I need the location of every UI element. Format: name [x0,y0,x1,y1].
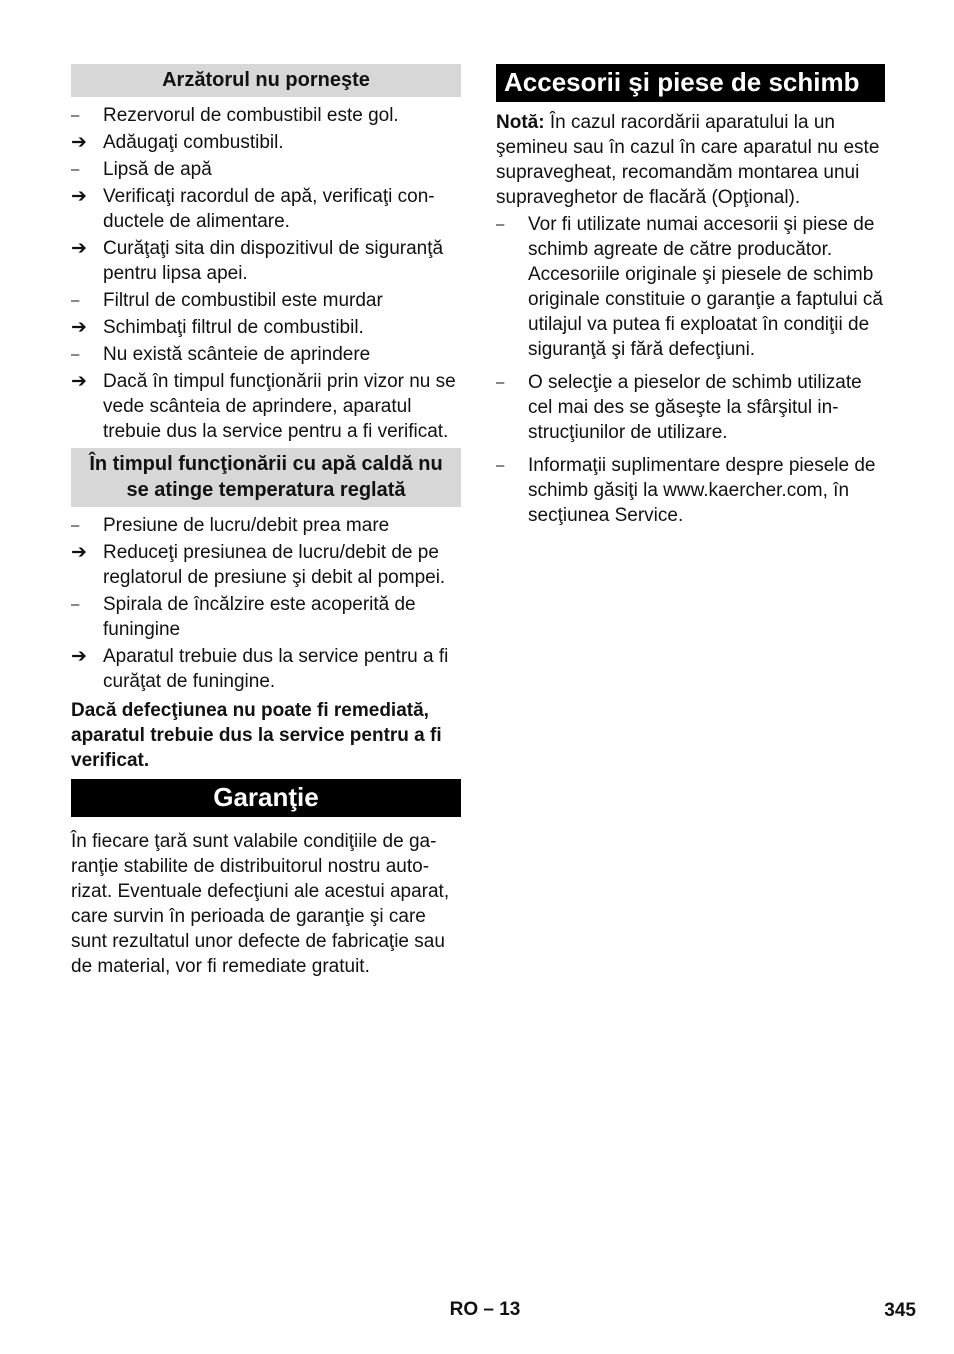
note-label: Notă: [496,112,545,133]
list-item-text: Aparatul trebuie dus la service pentru a fi curăţat de funingine. [103,646,449,692]
list-item-text: Schimbaţi filtrul de combustibil. [103,317,364,338]
dash-marker: – [71,517,80,534]
list-item-text: Lipsă de apă [103,159,212,180]
arrow-icon: ➔ [71,186,87,207]
arrow-icon: ➔ [71,317,87,338]
list-item [71,315,461,340]
list-item [496,370,885,445]
accessories-heading: Accesorii şi piese de schimb [496,64,885,102]
burner-troubleshooting-list [71,103,461,444]
dash-marker: – [496,457,505,474]
dash-marker: – [496,374,505,391]
dash-marker: – [496,216,505,233]
list-item [71,103,461,128]
temperature-troubleshooting-list [71,513,461,694]
arrow-icon: ➔ [71,132,87,153]
list-item [71,184,461,234]
list-item [71,288,461,313]
dash-marker: – [71,107,80,124]
list-item-text: Presiune de lucru/debit prea mare [103,515,390,536]
warranty-text: În fiecare ţară sunt valabile condiţiile de garanţie stabilite de distribuitorul nostru autorizat. Eventuale defecţiuni ale acestui aparat, care survin în perioada de garanţie şi care sunt rezultatul unor defecte de fabricaţie sau de material, vor fi remediate gratuit. [71,831,450,977]
list-item-text: Verificaţi racordul de apă, verificaţi conductele de alimentare. [103,186,435,232]
list-item [71,592,461,642]
list-item [496,212,885,362]
footer-page-number: 345 [884,1300,916,1321]
left-column [71,64,461,979]
list-item [71,342,461,367]
list-item-text: Reduceţi presiunea de lucru/debit de pe reglatorul de presiune şi debit al pompei. [103,542,446,588]
note-paragraph [496,110,885,210]
list-item [71,369,461,444]
list-item-text: Adăugaţi combustibil. [103,132,284,153]
list-item-text: Informaţii suplimentare despre piesele de schimb găsiţi la www.kaercher.com, în secţiunea Service. [528,455,876,526]
list-item-text: Vor fi utilizate numai accesorii şi piese de schimb agreate de către producător. Accesoriile originale şi piesele de schimb originale constituie o garanţie a faptului că utilajul va putea fi exploatat în condiţii de siguranţă şi fără defecţiuni. [528,214,883,360]
list-item-text: Filtrul de combustibil este murdar [103,290,383,311]
arrow-icon: ➔ [71,646,87,667]
list-item-text: Spirala de încălzire este acoperită de funingine [103,594,416,640]
list-item [71,513,461,538]
dash-marker: – [71,596,80,613]
dash-marker: – [71,346,80,363]
service-notice: Dacă defecţiunea nu poate fi remediată, aparatul trebuie dus la service pentru a fi verificat. [71,700,442,771]
list-item-text: Nu există scânteie de aprindere [103,344,371,365]
list-item [496,453,885,528]
section-heading-burner: Arzătorul nu porneşte [71,64,461,97]
list-item [71,130,461,155]
right-column [496,64,885,530]
list-item-text: Curăţaţi sita din dispozitivul de siguranţă pentru lipsa apei. [103,238,444,284]
arrow-icon: ➔ [71,238,87,259]
list-item-text: Rezervorul de combustibil este gol. [103,105,399,126]
list-item-text: O selecţie a pieselor de schimb utilizate cel mai des se găseşte la sfârşitul instrucţiunilor de utilizare. [528,372,862,443]
dash-marker: – [71,161,80,178]
list-item-text: Dacă în timpul funcţionării prin vizor nu se vede scânteia de aprindere, aparatul trebuie dus la service pentru a fi verificat. [103,371,456,442]
list-item [71,540,461,590]
list-item [71,236,461,286]
warranty-heading: Garanţie [71,779,461,817]
dash-marker: – [71,292,80,309]
footer-section-label: RO – 13 [449,1299,521,1320]
list-item [71,157,461,182]
note-text: În cazul racordării aparatului la un şemineu sau în cazul în care aparatul nu este supravegheat, recomandăm montarea unui supraveghetor de flacără (Opţional). [496,112,880,208]
list-item [71,644,461,694]
accessories-list [496,212,885,528]
arrow-icon: ➔ [71,542,87,563]
section-heading-temperature: În timpul funcţionării cu apă caldă nu se atinge temperatura reglată [71,448,461,507]
arrow-icon: ➔ [71,371,87,392]
